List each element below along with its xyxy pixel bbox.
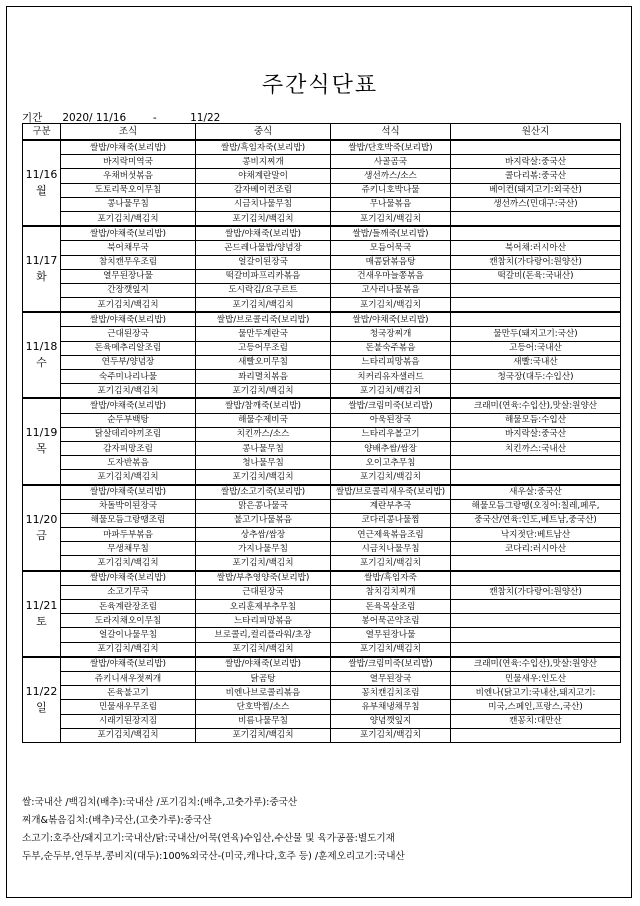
origin-item: 민물새우:인도산: [451, 671, 621, 685]
lunch-item: 포기김치/백김치: [196, 211, 331, 226]
breakfast-item: 포기김치/백김치: [61, 470, 196, 485]
breakfast-item: 돈육메추리알조림: [61, 341, 196, 355]
breakfast-item: 포기김치/백김치: [61, 298, 196, 313]
day-cell: [23, 226, 61, 312]
day-cell: [23, 657, 61, 743]
breakfast-item: 마파두부볶음: [61, 528, 196, 542]
dinner-item: 아욱된장국: [331, 413, 451, 427]
menu-row: [23, 441, 621, 455]
menu-row: [23, 355, 621, 369]
dinner-item: 느타리우볼고기: [331, 427, 451, 441]
dinner-item: 돈불숙주볶음: [331, 341, 451, 355]
note-line: 소고기:호주산/돼지고기:국내산/닭:국내산/어묵(연육)수입산,수산물 및 육가공품:별도기재: [22, 833, 395, 844]
origin-item: 떡갈비(돈육:국내산): [451, 269, 621, 283]
day-cell: [23, 485, 61, 571]
menu-row: [23, 556, 621, 571]
breakfast-item: 도토리묵오이무침: [61, 183, 196, 197]
day-weekday: 수: [36, 356, 47, 370]
menu-row: [23, 241, 621, 255]
breakfast-item: 차돌박이된장국: [61, 499, 196, 513]
origin-item: 해물모듬그랑땡(오징어:칠레,페루,: [451, 499, 621, 513]
dinner-item: 사골곰국: [331, 155, 451, 169]
breakfast-item: 감자피망조림: [61, 441, 196, 455]
lunch-item: 쌀밥/브로콜리죽(보리밥): [196, 312, 331, 327]
breakfast-item: 쌀밥/야채죽(보리밥): [61, 485, 196, 500]
lunch-item: 단호박찜/소스: [196, 700, 331, 714]
lunch-item: 물만두계란국: [196, 327, 331, 341]
origin-item: [451, 470, 621, 485]
day-date: 11/19: [25, 426, 58, 440]
menu-row: [23, 728, 621, 742]
dinner-item: 포기김치/백김치: [331, 470, 451, 485]
menu-row: [23, 600, 621, 614]
origin-item: [451, 600, 621, 614]
menu-row: [23, 370, 621, 384]
dinner-item: 쌀밥/들깨죽(보리밥): [331, 226, 451, 241]
lunch-item: 야채계란말이: [196, 169, 331, 183]
dinner-item: 고사리나물볶음: [331, 283, 451, 297]
dinner-item: 열무된장국: [331, 671, 451, 685]
breakfast-item: 우채버섯볶음: [61, 169, 196, 183]
dinner-item: 쌀밥/야채죽(보리밥): [331, 312, 451, 327]
lunch-item: 포기김치/백김치: [196, 384, 331, 399]
dinner-item: 느타리피망볶음: [331, 355, 451, 369]
lunch-item: 곤드레나물밥/양념장: [196, 241, 331, 255]
lunch-item: 쌀밥/소고기죽(보리밥): [196, 485, 331, 500]
lunch-item: 도시락김/요구르트: [196, 283, 331, 297]
dinner-item: 오이고추무침: [331, 456, 451, 470]
lunch-item: 오리훈제부추무침: [196, 600, 331, 614]
menu-row: [23, 384, 621, 399]
menu-row: [23, 197, 621, 211]
breakfast-item: 쌀밥/야채죽(보리밥): [61, 226, 196, 241]
menu-row: [23, 155, 621, 169]
origin-item: 물만두(돼지고기:국산): [451, 327, 621, 341]
dinner-item: 쌀밥/단호박죽(보리밥): [331, 140, 451, 155]
menu-row: [23, 269, 621, 283]
origin-item: [451, 728, 621, 742]
breakfast-item: 도라지채오이무침: [61, 614, 196, 628]
menu-body: [23, 140, 621, 742]
lunch-item: 포기김치/백김치: [196, 556, 331, 571]
dinner-item: 봉어묵곤약조림: [331, 614, 451, 628]
header-row: [23, 124, 621, 141]
breakfast-item: 포기김치/백김치: [61, 211, 196, 226]
menu-row: [23, 700, 621, 714]
breakfast-item: 숙주미나리나물: [61, 370, 196, 384]
lunch-item: 불고기나물볶음: [196, 513, 331, 527]
breakfast-item: 시래기된장지짐: [61, 714, 196, 728]
dinner-item: 모듬어묵국: [331, 241, 451, 255]
breakfast-item: 쥬키니새우젓찌개: [61, 671, 196, 685]
dinner-item: 연근제육볶음조림: [331, 528, 451, 542]
dinner-item: 쌀밥/브로콜리새우죽(보리밥): [331, 485, 451, 500]
lunch-item: 상추쌈/쌈장: [196, 528, 331, 542]
day-date: 11/16: [25, 168, 58, 182]
header-dinner: 석식: [331, 124, 451, 141]
breakfast-item: 연두부/양념장: [61, 355, 196, 369]
lunch-item: 근대된장국: [196, 585, 331, 599]
dinner-item: 포기김치/백김치: [331, 642, 451, 657]
menu-row: [23, 456, 621, 470]
origin-item: 청국장(대두:수입산): [451, 370, 621, 384]
day-date: 11/21: [25, 598, 58, 612]
day-cell: [23, 398, 61, 484]
menu-row: [23, 628, 621, 642]
day-date: 11/20: [25, 512, 58, 526]
breakfast-item: 쌀밥/야채죽(보리밥): [61, 398, 196, 413]
breakfast-item: 바지락미역국: [61, 155, 196, 169]
menu-row: [23, 485, 621, 500]
menu-row: [23, 169, 621, 183]
menu-row: [23, 513, 621, 527]
dinner-item: 돈육목살조림: [331, 600, 451, 614]
dinner-item: 코다리콩나물찜: [331, 513, 451, 527]
dinner-item: 포기김치/백김치: [331, 728, 451, 742]
lunch-item: 감자베이컨조림: [196, 183, 331, 197]
dinner-item: 포기김치/백김치: [331, 298, 451, 313]
menu-row: [23, 312, 621, 327]
dinner-item: 유부채냉채무침: [331, 700, 451, 714]
lunch-item: 새빨오미무침: [196, 355, 331, 369]
origin-item: [451, 312, 621, 327]
period-label: 기간: [22, 112, 43, 124]
lunch-item: 포기김치/백김치: [196, 728, 331, 742]
breakfast-item: 무생채무침: [61, 542, 196, 556]
origin-item: 바지락살:중국산: [451, 155, 621, 169]
lunch-item: 닭곰탕: [196, 671, 331, 685]
menu-row: [23, 183, 621, 197]
period-start: 2020/ 11/16: [62, 112, 127, 124]
menu-row: [23, 341, 621, 355]
lunch-item: 꽈리멸치볶음: [196, 370, 331, 384]
origin-item: [451, 614, 621, 628]
breakfast-item: 포기김치/백김치: [61, 384, 196, 399]
origin-item: 새빨:국내산: [451, 355, 621, 369]
period-dash: -: [152, 112, 157, 124]
origin-item: 치킨까스:국내산: [451, 441, 621, 455]
lunch-item: 콩비지찌개: [196, 155, 331, 169]
breakfast-item: 콩나물무침: [61, 197, 196, 211]
menu-row: [23, 283, 621, 297]
day-date: 11/17: [25, 254, 58, 268]
origin-item: 바지락살:중국산: [451, 427, 621, 441]
origin-item: 콜다리볶:중국산: [451, 169, 621, 183]
dinner-item: 포기김치/백김치: [331, 556, 451, 571]
origin-item: [451, 298, 621, 313]
menu-row: [23, 614, 621, 628]
lunch-item: 해물수제비국: [196, 413, 331, 427]
lunch-item: 쌀밥/야채죽(보리밥): [196, 226, 331, 241]
day-cell: [23, 571, 61, 657]
origin-item: [451, 226, 621, 241]
dinner-item: 쥬키니호박나물: [331, 183, 451, 197]
lunch-item: 쌀밥/야채죽(보리밥): [196, 657, 331, 672]
origin-item: 비엔나(닭고기:국내산,돼지고기:: [451, 686, 621, 700]
origin-item: [451, 571, 621, 586]
lunch-item: 쌀밥/참깨죽(보리밥): [196, 398, 331, 413]
breakfast-item: 얼갈이나물무침: [61, 628, 196, 642]
menu-row: [23, 470, 621, 485]
page-title: 주간식단표: [261, 73, 379, 98]
lunch-item: 비엔나브로콜리볶음: [196, 686, 331, 700]
note-line: 쌀:국내산 /백김치(배추):국내산 /포기김치:(배추,고춧가루):중국산: [22, 797, 298, 808]
dinner-item: 쌀밥/크림미죽(보리밥): [331, 398, 451, 413]
note-line: 찌개&볶음김치:(배추)국산,(고춧가루):중국산: [22, 815, 212, 826]
menu-row: [23, 226, 621, 241]
origin-item: 낙지젓단:베트남산: [451, 528, 621, 542]
origin-item: 캔참치(가다랑어:원양산): [451, 585, 621, 599]
header-breakfast: 조식: [61, 124, 196, 141]
breakfast-item: 순두부백탕: [61, 413, 196, 427]
notes: [22, 794, 622, 866]
dinner-item: 치커리유자샐러드: [331, 370, 451, 384]
menu-row: [23, 398, 621, 413]
breakfast-item: 참치캔무우조림: [61, 255, 196, 269]
menu-row: [23, 413, 621, 427]
origin-item: 캔참치(가다랑어:원양산): [451, 255, 621, 269]
dinner-item: 포기김치/백김치: [331, 211, 451, 226]
menu-row: [23, 671, 621, 685]
dinner-item: 건새우마늘쫑볶음: [331, 269, 451, 283]
origin-item: 크래미(연육:수입산),맛살:원양산: [451, 657, 621, 672]
breakfast-item: 소고기무국: [61, 585, 196, 599]
menu-row: [23, 686, 621, 700]
origin-item: [451, 283, 621, 297]
dinner-item: 시금치나물무침: [331, 542, 451, 556]
breakfast-item: 열무된장나물: [61, 269, 196, 283]
origin-item: 고등어:국내산: [451, 341, 621, 355]
breakfast-item: 해물모듬그랑땡조림: [61, 513, 196, 527]
lunch-item: 포기김치/백김치: [196, 470, 331, 485]
dinner-item: 쌀밥/흑임자죽: [331, 571, 451, 586]
breakfast-item: 포기김치/백김치: [61, 556, 196, 571]
origin-item: [451, 384, 621, 399]
day-weekday: 토: [36, 614, 47, 628]
menu-row: [23, 327, 621, 341]
menu-row: [23, 427, 621, 441]
breakfast-item: 돈육계란장조림: [61, 600, 196, 614]
menu-row: [23, 211, 621, 226]
breakfast-item: 포기김치/백김치: [61, 642, 196, 657]
breakfast-item: 근대된장국: [61, 327, 196, 341]
dinner-item: 참치김치찌개: [331, 585, 451, 599]
lunch-item: 콩나물무침: [196, 441, 331, 455]
dinner-item: 열무된장나물: [331, 628, 451, 642]
dinner-item: 쌀밥/크림미죽(보리밥): [331, 657, 451, 672]
day-date: 11/18: [25, 340, 58, 354]
lunch-item: 떡갈비파프리카볶음: [196, 269, 331, 283]
menu-row: [23, 714, 621, 728]
dinner-item: 계란부추국: [331, 499, 451, 513]
menu-row: [23, 298, 621, 313]
menu-row: [23, 657, 621, 672]
note-line: 두부,순두부,연두부,콩비지(대두):100%외국산-(미국,캐나다,호주 등) /훈제오리고기:국내산: [22, 851, 405, 862]
breakfast-item: 포기김치/백김치: [61, 728, 196, 742]
lunch-item: 느타리피망볶음: [196, 614, 331, 628]
dinner-item: 매콤닭볶음탕: [331, 255, 451, 269]
origin-item: 해물모듬:수입산: [451, 413, 621, 427]
lunch-item: 가지나물무침: [196, 542, 331, 556]
dinner-item: 양배추쌈/쌈장: [331, 441, 451, 455]
lunch-item: 치킨까스/소스: [196, 427, 331, 441]
lunch-item: 맑은콩나물국: [196, 499, 331, 513]
lunch-item: 쌀밥/부추영양죽(보리밥): [196, 571, 331, 586]
menu-row: [23, 528, 621, 542]
origin-item: [451, 140, 621, 155]
origin-item: 캔꽁치:대만산: [451, 714, 621, 728]
menu-row: [23, 499, 621, 513]
dinner-item: 포기김치/백김치: [331, 384, 451, 399]
breakfast-item: 민물새우무조림: [61, 700, 196, 714]
lunch-item: 쌀밥/흑임자죽(보리밥): [196, 140, 331, 155]
day-weekday: 화: [36, 270, 47, 284]
day-weekday: 목: [36, 442, 47, 456]
dinner-item: 양념깻잎지: [331, 714, 451, 728]
period-end: 11/22: [190, 112, 221, 124]
header-origin: 원산지: [451, 124, 621, 141]
menu-row: [23, 642, 621, 657]
origin-item: 북어채:러시아산: [451, 241, 621, 255]
origin-item: 중국산/연육:인도,베트남,중국산): [451, 513, 621, 527]
header-category: 구분: [23, 124, 61, 141]
day-cell: [23, 140, 61, 226]
origin-item: 미국,스페인,프랑스,국산): [451, 700, 621, 714]
day-date: 11/22: [25, 684, 58, 698]
lunch-item: 청나물무침: [196, 456, 331, 470]
origin-item: 생선까스(민대구:국산): [451, 197, 621, 211]
origin-item: [451, 456, 621, 470]
origin-item: [451, 556, 621, 571]
breakfast-item: 쌀밥/야채죽(보리밥): [61, 312, 196, 327]
dinner-item: 생선까스/소스: [331, 169, 451, 183]
day-cell: [23, 312, 61, 398]
origin-item: 코다리:러시아산: [451, 542, 621, 556]
day-weekday: 금: [36, 528, 47, 542]
dinner-item: 무나물볶음: [331, 197, 451, 211]
origin-item: 베이컨(돼지고기:외국산): [451, 183, 621, 197]
lunch-item: 비름나물무침: [196, 714, 331, 728]
lunch-item: 포기김치/백김치: [196, 642, 331, 657]
breakfast-item: 쌀밥/야채죽(보리밥): [61, 140, 196, 155]
breakfast-item: 북어채무국: [61, 241, 196, 255]
day-weekday: 월: [36, 184, 47, 198]
menu-row: [23, 571, 621, 586]
origin-item: 크래미(연육:수입산),맛살:원양산: [451, 398, 621, 413]
breakfast-item: 간장깻잎지: [61, 283, 196, 297]
lunch-item: 시금치나물무침: [196, 197, 331, 211]
dinner-item: 꽁치캔김치조림: [331, 686, 451, 700]
header-lunch: 중식: [196, 124, 331, 141]
lunch-item: 브로콜리,컬리플라워/초장: [196, 628, 331, 642]
origin-item: [451, 642, 621, 657]
origin-item: [451, 211, 621, 226]
lunch-item: 얼갈이된장국: [196, 255, 331, 269]
menu-table: [22, 123, 621, 743]
breakfast-item: 도자반볶음: [61, 456, 196, 470]
lunch-item: 포기김치/백김치: [196, 298, 331, 313]
breakfast-item: 쌀밥/야채죽(보리밥): [61, 657, 196, 672]
breakfast-item: 돈육불고기: [61, 686, 196, 700]
menu-row: [23, 542, 621, 556]
dinner-item: 청국장찌개: [331, 327, 451, 341]
breakfast-item: 쌀밥/야채죽(보리밥): [61, 571, 196, 586]
menu-row: [23, 585, 621, 599]
origin-item: 새우살:중국산: [451, 485, 621, 500]
lunch-item: 고등어무조림: [196, 341, 331, 355]
origin-item: [451, 628, 621, 642]
menu-row: [23, 140, 621, 155]
day-weekday: 일: [36, 700, 47, 714]
menu-row: [23, 255, 621, 269]
breakfast-item: 닭살데리야끼조림: [61, 427, 196, 441]
